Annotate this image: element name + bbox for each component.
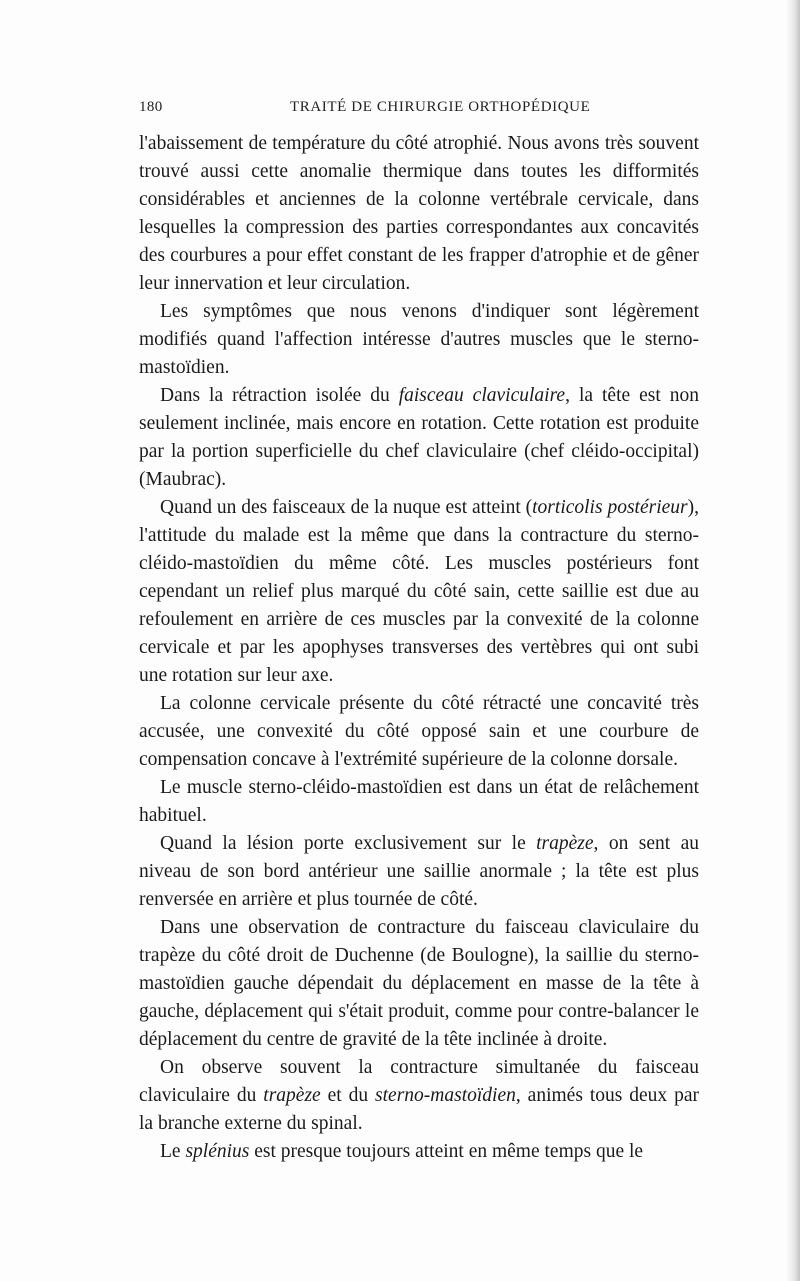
text-run: l'abaissement de température du côté atrophié. Nous avons très souvent trouvé aussi cette anomalie thermique dans toutes les difformités considérables et anciennes de la colonne vertébrale cervicale, dans lesquelles la compression des parties correspondantes aux concavités des courbures a pour effet constant de les frapper d'atrophie et de gêner leur innervation et leur circulation. — [139, 133, 699, 294]
paragraph — [139, 690, 699, 774]
text-run: , la tête est non seulement inclinée, mais encore en rotation. Cette rotation est produite par la portion superficielle du chef claviculaire (chef cléido-occipital) (Maubrac). — [139, 385, 699, 490]
italic-term: torticolis postérieur — [532, 497, 688, 518]
page-number: 180 — [139, 99, 163, 115]
italic-term: trapèze — [536, 833, 594, 854]
text-run: est presque toujours atteint en même temps que le — [249, 1141, 644, 1162]
text-run: Dans la rétraction isolée du — [160, 385, 399, 406]
text-run: ), l'attitude du malade est la même que dans la contracture du sterno-cléido-mastoïdien du même côté. Les muscles postérieurs font cependant un relief plus marqué du côté sain, cette saillie est due au refoulement en arrière de ces muscles par la convexité de la colonne cervicale et par les apophyses transverses des vertèbres qui ont subi une rotation sur leur axe. — [139, 497, 699, 686]
paragraph — [139, 914, 699, 1054]
italic-term: faisceau claviculaire — [398, 385, 566, 406]
text-run: Quand la lésion porte exclusivement sur le — [160, 833, 537, 854]
text-run: Le muscle sterno-cléido-mastoïdien est dans un état de relâchement habituel. — [139, 777, 699, 826]
paragraph — [139, 1054, 699, 1138]
text-run: et du — [320, 1085, 376, 1106]
paragraph — [139, 830, 699, 914]
running-title: TRAITÉ DE CHIRURGIE ORTHOPÉDIQUE — [290, 99, 591, 115]
text-run: La colonne cervicale présente du côté rétracté une concavité très accusée, une convexité du côté opposé sain et une courbure de compensation concave à l'extrémité supérieure de la colonne dorsale. — [139, 693, 699, 770]
paragraph-continued — [139, 130, 699, 298]
text-run: Dans une observation de contracture du faisceau claviculaire du trapèze du côté droit de Duchenne (de Boulogne), la saillie du sterno-mastoïdien gauche dépendait du déplacement en masse de la tête à gauche, déplacement qui s'était produit, comme pour contre-balancer le déplacement du centre de gravité de la tête inclinée à droite. — [139, 917, 699, 1050]
paragraph — [139, 298, 699, 382]
paragraph — [139, 774, 699, 830]
text-run: , on sent au niveau de son bord antérieur une saillie anormale ; la tête est plus renversée en arrière et plus tournée de côté. — [139, 833, 699, 910]
text-run: On observe souvent la contracture simultanée du faisceau claviculaire du — [139, 1057, 699, 1106]
italic-term: sterno-mastoïdien — [375, 1085, 516, 1106]
body-text — [139, 130, 699, 1166]
paragraph — [139, 382, 699, 494]
italic-term: splénius — [185, 1141, 250, 1162]
text-run: Quand un des faisceaux de la nuque est atteint ( — [160, 497, 533, 518]
italic-term: trapèze — [263, 1085, 321, 1106]
paragraph — [139, 494, 699, 690]
text-run: Le — [160, 1141, 186, 1162]
running-head — [139, 99, 699, 119]
text-run: Les symptômes que nous venons d'indiquer sont légèrement modifiés quand l'affection intéresse d'autres muscles que le sterno-mastoïdien. — [139, 301, 699, 378]
paragraph — [139, 1138, 699, 1166]
text-run: , animés tous deux par la branche externe du spinal. — [139, 1085, 699, 1134]
scan-edge-shadow — [786, 0, 800, 1281]
